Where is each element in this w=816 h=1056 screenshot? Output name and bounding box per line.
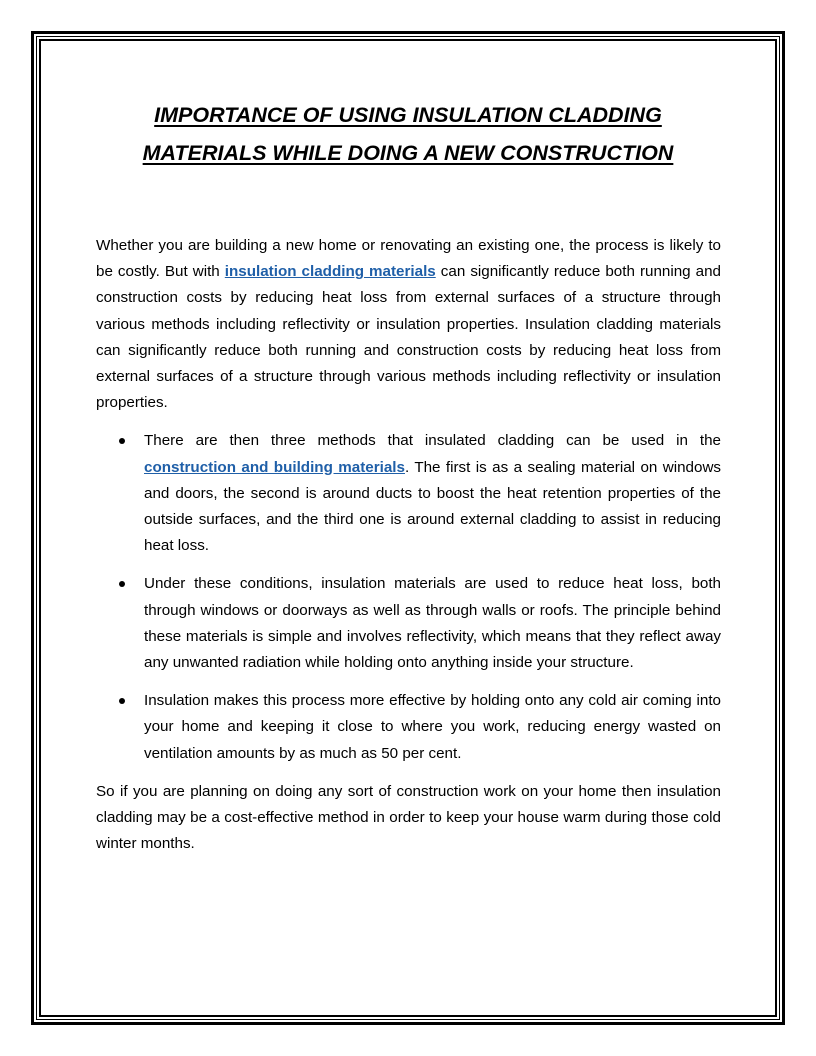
bullet-2-text: Under these conditions, insulation materials are used to reduce heat loss, both through windows or doorways as well as through walls or roofs. The principle behind these materials is simple and involves reflectivity, which means that they reflect away any unwanted radiation while holding onto anything inside your structure. [144, 575, 721, 672]
construction-building-materials-link[interactable]: construction and building materials [144, 458, 405, 476]
title-line-2: MATERIALS WHILE DOING A NEW CONSTRUCTION [142, 141, 674, 165]
intro-paragraph [96, 233, 721, 416]
list-item [96, 688, 721, 767]
bullet-icon [119, 698, 125, 704]
bullet-icon [119, 438, 125, 444]
bullet-1-text-before-link: There are then three methods that insulated cladding can be used in the [144, 432, 721, 450]
document-title [96, 96, 720, 172]
bullet-3-text: Insulation makes this process more effective by holding onto any cold air coming into your home and keeping it close to where you work, reducing energy wasted on ventilation amounts by as much as 50 per cent. [144, 692, 721, 762]
bullet-icon [119, 581, 125, 587]
intro-text-after-link: can significantly reduce both running and construction costs by reducing heat loss from external surfaces of a structure through various methods including reflectivity or insulation properties. Insulation cladding materials can significantly reduce both running and construction costs by reducing heat loss from external surfaces of a structure through various methods including reflectivity or insulation properties. [96, 263, 722, 412]
document-body [96, 233, 721, 857]
bullet-list [96, 428, 721, 766]
intro-text-before-link: Whether you are building a new home or renovating an existing one, the process is likely to be costly. But with [96, 237, 721, 281]
bullet-1-text-after-link: . The first is as a sealing material on windows and doors, the second is around ducts to boost the heat retention properties of the outside surfaces, and the third one is around external cladding to assist in reducing heat loss. [144, 458, 722, 555]
conclusion-paragraph: So if you are planning on doing any sort of construction work on your home then insulation cladding may be a cost-effective method in order to keep your house warm during those cold winter months. [96, 782, 721, 853]
list-item [96, 571, 721, 676]
insulation-cladding-materials-link[interactable]: insulation cladding materials [224, 263, 436, 281]
title-line-1: IMPORTANCE OF USING INSULATION CLADDING [154, 103, 662, 127]
list-item [96, 428, 721, 559]
